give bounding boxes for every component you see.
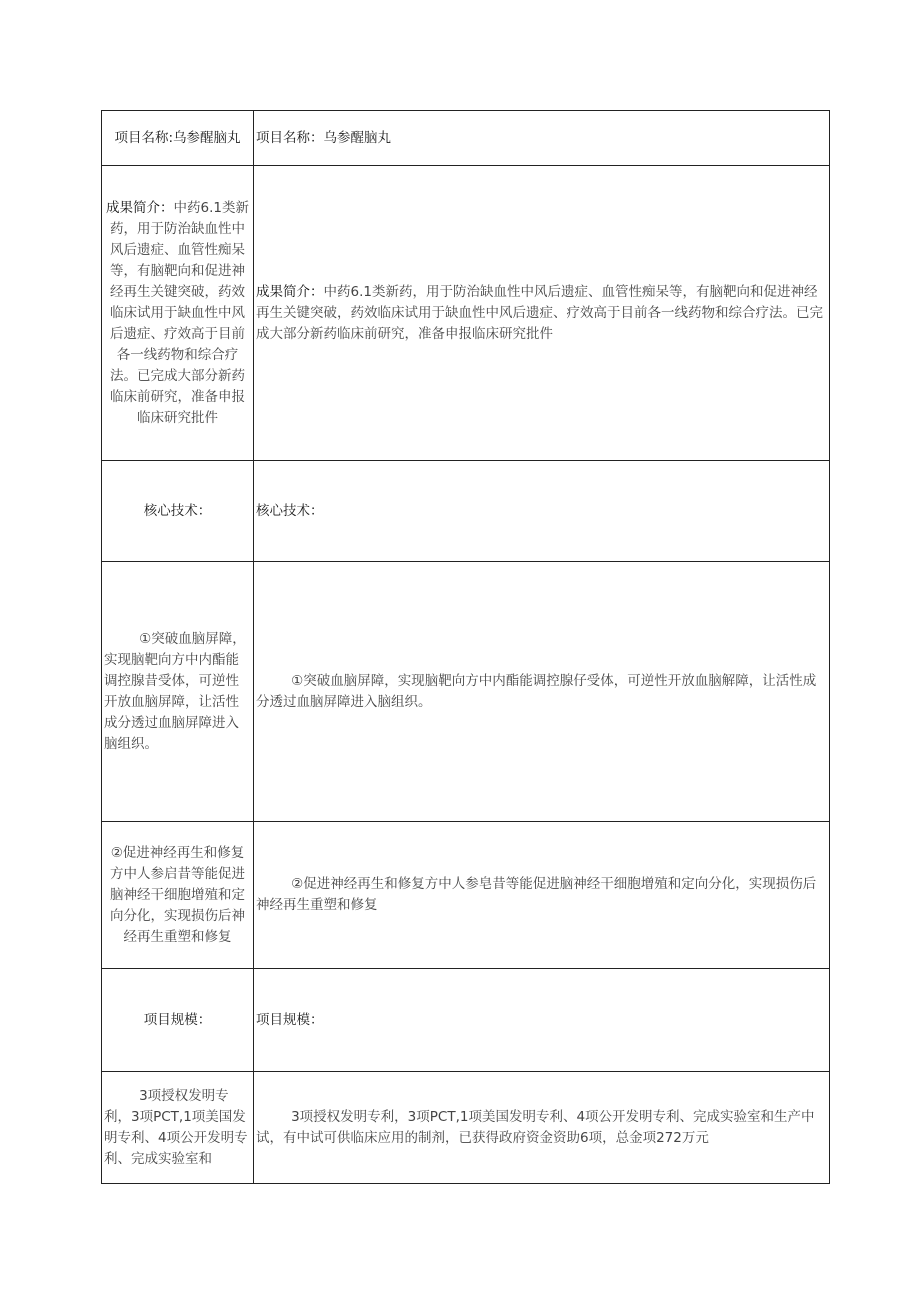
intro-right-text: 中药6.1类新药，用于防治缺血性中风后遗症、血管性痴呆等，有脑靶向和促进神经再生关键突破，药效临床试用于缺血性中风后遗症、疗效高于目前各一线药物和综合疗法。已完成大部分新药临床前研究，准备申报临床研究批件 [256, 283, 823, 342]
tech2-right-cell [254, 822, 830, 969]
table-row [102, 461, 830, 562]
core-tech-left: 核心技术： [143, 502, 212, 519]
table-row [102, 822, 830, 969]
project-name-right-cell [254, 111, 830, 166]
tech2-right: ②促进神经再生和修复方中人参皂昔等能促进脑神经干细胞增殖和定向分化，实现损伤后神经再生重塑和修复 [256, 876, 817, 913]
patents-left-cell [102, 1072, 254, 1184]
tech2-left-cell [102, 822, 254, 969]
project-name-left-cell [102, 111, 254, 166]
tech1-right-cell [254, 562, 830, 822]
project-name-left: 项目名称:乌参醒脑丸 [114, 129, 241, 146]
table-row [102, 111, 830, 166]
tech2-left: ②促进神经再生和修复方中人参启昔等能促进脑神经干细胞增殖和定向分化，实现损伤后神经再生重塑和修复 [110, 844, 245, 945]
scale-left-cell [102, 969, 254, 1072]
intro-left-cell [102, 166, 254, 461]
tech1-right: ①突破血脑屏障，实现脑靶向方中内酯能调控腺仔受体，可逆性开放血脑解障，让活性成分透过血脑屏障进入脑组织。 [256, 672, 817, 710]
tech1-left-cell [102, 562, 254, 822]
patents-right: 3项授权发明专利，3项PCT,1项美国发明专利、4项公开发明专利、完成实验室和生产中试，有中试可供临床应用的制剂，已获得政府资金资助6项，总金项272万元 [256, 1108, 815, 1146]
scale-left: 项目规模： [143, 1011, 212, 1028]
table-row [102, 969, 830, 1072]
table-row [102, 562, 830, 822]
patents-right-cell [254, 1072, 830, 1184]
tech1-left: ①突破血脑屏障，实现脑靶向方中内酯能调控腺昔受体，可逆性开放血脑屏障，让活性成分透过血脑屏障进入脑组织。 [104, 630, 246, 752]
scale-right-cell [254, 969, 830, 1072]
patents-left: 3项授权发明专利，3项PCT,1项美国发明专利、4项公开发明专利、完成实验室和 [104, 1087, 248, 1167]
table-row [102, 1072, 830, 1184]
intro-left-label: 成果简介： [106, 199, 174, 216]
scale-right: 项目规模： [256, 1011, 324, 1028]
intro-right-label: 成果简介： [256, 283, 324, 300]
core-tech-left-cell [102, 461, 254, 562]
core-tech-right-cell [254, 461, 830, 562]
project-name-right: 项目名称：乌参醒脑丸 [256, 129, 391, 146]
core-tech-right: 核心技术： [256, 502, 324, 519]
project-info-table [101, 110, 830, 1184]
table-row [102, 166, 830, 461]
intro-right-cell [254, 166, 830, 461]
intro-left-text: 中药6.1类新药，用于防治缺血性中风后遗症、血管性痴呆等，有脑靶向和促进神经再生关键突破，药效临床试用于缺血性中风后遗症、疗效高于目前各一线药物和综合疗法。已完成大部分新药临床前研究，准备申报临床研究批件 [110, 199, 249, 426]
